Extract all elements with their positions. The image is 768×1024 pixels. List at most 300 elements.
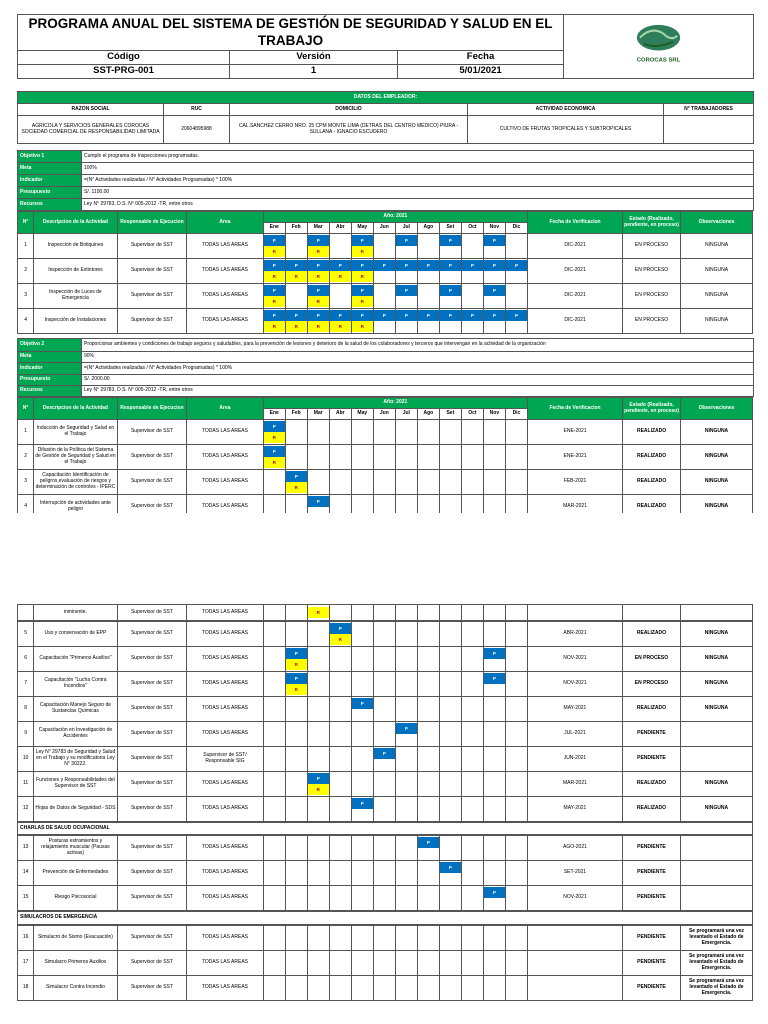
activity-description: Interrupción de actividades ante peligro [34,495,117,514]
month-cell [417,309,439,334]
month-cell [285,697,307,722]
planned-mark: P [286,471,307,482]
month-header: May [351,409,373,420]
month-cell [329,420,351,445]
month-cell [505,747,527,772]
month-cell [439,747,461,772]
activity-area: Supervisor de SST/ Responsable SIG [187,747,264,772]
codigo-label: Código [18,51,230,65]
month-cell [373,886,395,911]
planned-mark: P [506,310,527,321]
month-cell [351,470,373,495]
observation-value: NINGUNA [681,445,753,470]
month-cell [373,647,395,672]
domicilio-value: CAL.SANCHEZ CERRO NRO. 25 CPM MONTE LIMA (DETRAS DEL CENTRO MÉDICO) PIURA - SULLANA - IGNACIO ESCUDERO [230,116,468,144]
month-cell [461,622,483,647]
row-number: 5 [18,622,34,647]
activity-row [18,976,753,1001]
month-cell [505,697,527,722]
activity-row [18,926,753,951]
month-cell [373,747,395,772]
month-cell [263,420,285,445]
planned-mark: P [264,260,285,271]
activity-description: Inducción de Seguridad y Salud en el Trabajo [34,420,117,445]
planned-mark: P [440,862,461,873]
month-cell [351,772,373,797]
month-cell [263,605,285,621]
page-title: PROGRAMA ANUAL DEL SISTEMA DE GESTIÓN DE SEGURIDAD Y SALUD EN EL TRABAJO [18,15,564,51]
activity-responsible: Supervisor de SST [117,697,187,722]
planned-mark: P [462,260,483,271]
month-cell [505,836,527,861]
month-cell [439,259,461,284]
month-cell [307,722,329,747]
status-value: PENDIENTE [622,861,680,886]
col-estado-header: Estado (Realizado, pendiente, en proceso) [623,212,681,234]
activity-description: Posturas estramientos y relajamiento muscular (Pausas activas) [34,836,117,861]
month-cell [395,605,417,621]
activity-area: TODAS LAS AREAS [187,420,264,445]
month-cell [395,445,417,470]
objective-2-table [17,338,754,397]
header-table [17,14,754,79]
month-cell [417,836,439,861]
month-cell [461,284,483,309]
month-cell [461,309,483,334]
month-cell [329,622,351,647]
month-cell [307,797,329,822]
month-cell [461,797,483,822]
month-cell [373,722,395,747]
month-cell [351,259,373,284]
activity-responsible: Supervisor de SST [117,259,187,284]
month-cell [329,772,351,797]
month-cell [263,495,285,514]
status-value: REALIZADO [622,697,680,722]
planned-mark: P [308,773,329,784]
obj1-meta-label: Meta [18,163,82,175]
month-cell [285,605,307,621]
row-number: 3 [18,284,34,309]
planned-mark: P [484,648,505,659]
month-cell [395,495,417,514]
month-cell [263,470,285,495]
month-cell [505,647,527,672]
month-cell [483,926,505,951]
month-cell [263,647,285,672]
realized-mark: R [264,321,285,332]
month-cell [395,836,417,861]
month-cell [395,470,417,495]
row-number: 10 [18,747,34,772]
month-cell [439,772,461,797]
month-cell [373,495,395,514]
activity-responsible: Supervisor de SST [117,495,187,514]
activity-responsible: Supervisor de SST [117,951,187,976]
planned-mark: P [506,260,527,271]
planned-mark: P [286,310,307,321]
activity-row [18,470,753,495]
month-cell [285,234,307,259]
month-cell [505,926,527,951]
year-header: Año: 2021 [263,398,527,409]
month-cell [439,647,461,672]
activity-area: TODAS LAS AREAS [187,284,264,309]
month-header: Ene [263,409,285,420]
month-cell [373,797,395,822]
status-value: PENDIENTE [622,926,680,951]
actividad-header: ACTIVIDAD ECONOMICA [468,104,664,116]
month-cell [417,697,439,722]
month-cell [439,797,461,822]
month-header: Nov [483,409,505,420]
observation-value: NINGUNA [681,284,753,309]
month-cell [483,722,505,747]
month-cell [263,747,285,772]
activity-responsible: Supervisor de SST [117,836,187,861]
month-cell [351,672,373,697]
month-cell [505,622,527,647]
month-cell [373,605,395,621]
month-cell [351,622,373,647]
month-cell [461,772,483,797]
month-cell [373,420,395,445]
month-cell [351,647,373,672]
month-header: Ago [417,223,439,234]
month-cell [395,951,417,976]
month-cell [439,445,461,470]
charlas-table [17,835,753,911]
month-cell [395,284,417,309]
month-cell [395,772,417,797]
verification-date [527,926,622,951]
month-cell [263,259,285,284]
month-cell [351,697,373,722]
observation-value: NINGUNA [680,697,752,722]
planned-mark: P [330,310,351,321]
month-header: Jun [373,223,395,234]
month-cell [263,886,285,911]
month-cell [439,622,461,647]
activity-description: Uso y conservación de EPP [34,622,117,647]
month-cell [351,234,373,259]
realized-mark: R [308,246,329,257]
col-desc-header: Descripcion de la Actividad [34,212,117,234]
observation-value: NINGUNA [680,672,752,697]
month-cell [417,861,439,886]
month-cell [461,722,483,747]
row-number: 7 [18,672,34,697]
month-cell [417,722,439,747]
activity-description: Inspección de Luces de Emergencia [34,284,117,309]
month-cell [417,797,439,822]
col-num-header: N° [18,398,34,420]
month-cell [461,672,483,697]
month-cell [505,234,527,259]
month-cell [329,926,351,951]
month-cell [461,445,483,470]
month-cell [285,672,307,697]
month-cell [439,495,461,514]
month-cell [417,672,439,697]
version-value: 1 [230,65,398,79]
month-cell [263,861,285,886]
month-cell [285,836,307,861]
month-cell [483,309,505,334]
realized-mark: R [286,684,307,695]
col-verif-header: Fecha de Verificacion [528,398,623,420]
planned-mark: P [286,260,307,271]
month-header: May [351,223,373,234]
row-number: 17 [18,951,34,976]
col-area-header: Area [187,212,264,234]
activity-area: TODAS LAS AREAS [187,495,264,514]
month-cell [439,926,461,951]
month-cell [351,886,373,911]
month-cell [417,772,439,797]
month-cell [307,886,329,911]
month-cell [307,747,329,772]
month-cell [351,976,373,1001]
month-header: Mar [307,409,329,420]
planned-mark: P [440,235,461,246]
month-cell [483,622,505,647]
month-cell [329,722,351,747]
month-cell [461,259,483,284]
month-cell [461,951,483,976]
planned-mark: P [484,260,505,271]
actividad-value: CULTIVO DE FRUTAS TROPICALES Y SUBTROPICALES [468,116,664,144]
verification-date: AGO-2021 [527,836,622,861]
corocas-logo-icon [565,16,752,75]
status-value: PENDIENTE [622,747,680,772]
month-cell [395,747,417,772]
month-cell [439,234,461,259]
planned-mark: P [396,723,417,734]
month-cell [285,976,307,1001]
status-value: PENDIENTE [622,722,680,747]
month-cell [351,420,373,445]
activity-responsible: Supervisor de SST [117,926,187,951]
planned-mark: P [308,285,329,296]
activity-description: Inspección de Instalaciones [34,309,117,334]
activity-responsible: Supervisor de SST [117,470,187,495]
observation-value [680,722,752,747]
planned-mark: P [396,235,417,246]
month-cell [285,495,307,514]
month-cell [417,470,439,495]
month-cell [439,470,461,495]
month-cell [285,722,307,747]
month-cell [285,797,307,822]
activity-area: TODAS LAS AREAS [187,976,264,1001]
month-cell [263,445,285,470]
month-cell [285,951,307,976]
month-cell [395,234,417,259]
month-cell [505,976,527,1001]
obj1-meta: 100% [82,163,754,175]
month-cell [483,697,505,722]
continuation-description: inminente. [34,605,117,621]
obj1-indicador: =(N° Actividades realizadas / N° Actividades Programadas) * 100% [82,175,754,187]
month-cell [351,861,373,886]
planned-mark: P [286,673,307,684]
verification-date: ENE-2021 [528,420,623,445]
planned-mark: P [484,310,505,321]
month-cell [483,772,505,797]
planned-mark: P [418,837,439,848]
activity-responsible: Supervisor de SST [117,647,187,672]
month-cell [307,976,329,1001]
realized-mark: R [352,321,373,332]
realized-mark: R [286,482,307,493]
month-cell [285,420,307,445]
month-header: Ago [417,409,439,420]
realized-mark: R [286,659,307,670]
activity-row [18,672,753,697]
status-value: REALIZADO [623,420,681,445]
planned-mark: P [396,310,417,321]
year-header: Año: 2021 [263,212,527,223]
activity-row [18,259,753,284]
month-cell [373,976,395,1001]
month-cell [285,470,307,495]
month-cell [307,605,329,621]
month-cell [505,445,527,470]
activity-area: TODAS LAS AREAS [187,722,264,747]
activity-row [18,445,753,470]
observation-value [680,836,752,861]
month-cell [439,309,461,334]
status-value: REALIZADO [622,622,680,647]
obj1-label: Objetivo 1 [18,151,82,163]
row-number: 4 [18,495,34,514]
verification-date: ENE-2021 [528,445,623,470]
domicilio-header: DOMICILIO [230,104,468,116]
activity-area: TODAS LAS AREAS [187,622,264,647]
objective-1-table [17,150,754,211]
planned-mark: P [374,260,395,271]
obj2-presupuesto-label: Presupuesto [18,375,82,386]
month-cell [439,605,461,621]
month-cell [483,495,505,514]
month-cell [373,284,395,309]
planned-mark: P [352,285,373,296]
month-cell [373,672,395,697]
activity-area: TODAS LAS AREAS [187,647,264,672]
row-number: 11 [18,772,34,797]
month-cell [439,722,461,747]
month-cell [307,284,329,309]
page-2 [17,604,753,1001]
month-cell [329,605,351,621]
ruc-value: 20604895988 [164,116,230,144]
realized-mark: R [286,271,307,282]
month-cell [351,951,373,976]
month-cell [395,622,417,647]
month-cell [483,234,505,259]
month-cell [417,976,439,1001]
realized-mark: R [308,607,329,618]
month-header: Dic [505,223,527,234]
verification-date: MAY-2021 [527,697,622,722]
realized-mark: R [308,321,329,332]
activity-area: TODAS LAS AREAS [187,259,264,284]
activity-responsible: Supervisor de SST [117,772,187,797]
month-cell [329,647,351,672]
col-resp-header: Responsable de Ejecucion [117,398,187,420]
row-number: 16 [18,926,34,951]
month-cell [263,836,285,861]
month-cell [395,797,417,822]
month-header: Jun [373,409,395,420]
obj2-meta: 90% [82,352,754,363]
activity-description: Riesgo Psicosocial [34,886,117,911]
obj2-label: Objetivo 2 [18,339,82,352]
month-cell [285,886,307,911]
month-cell [329,747,351,772]
observation-value: NINGUNA [681,259,753,284]
month-cell [417,647,439,672]
month-cell [373,470,395,495]
month-cell [461,861,483,886]
month-cell [417,605,439,621]
activity-row [18,234,753,259]
planned-mark: P [352,698,373,709]
month-cell [505,797,527,822]
row-number: 13 [18,836,34,861]
version-label: Versión [230,51,398,65]
month-cell [439,284,461,309]
month-cell [263,622,285,647]
activity-responsible: Supervisor de SST [117,284,187,309]
status-value: PENDIENTE [622,951,680,976]
month-cell [351,747,373,772]
month-cell [307,672,329,697]
month-cell [285,861,307,886]
month-header: Abr [329,223,351,234]
status-value: PENDIENTE [622,836,680,861]
company-logo [564,15,754,79]
activity-responsible: Supervisor de SST [117,234,187,259]
month-cell [461,836,483,861]
month-header: Nov [483,223,505,234]
activity-description: Simulacro Contra Incendio [34,976,117,1001]
obj2-indicador: =(N° Actividades realizadas / N° Actividades Programadas) * 100% [82,363,754,375]
month-cell [285,309,307,334]
status-value: REALIZADO [623,445,681,470]
month-cell [417,622,439,647]
planned-mark: P [286,648,307,659]
month-cell [263,697,285,722]
planned-mark: P [308,310,329,321]
razon-value: AGRICOLA Y SERVICIOS GENERALES COROCAS SOCIEDAD COMERCIAL DE RESPONSABILIDAD LIMITADA [18,116,164,144]
planned-mark: P [484,887,505,898]
activity-responsible: Supervisor de SST [117,886,187,911]
row-number: 14 [18,861,34,886]
month-cell [395,647,417,672]
month-cell [483,747,505,772]
month-cell [461,747,483,772]
month-cell [263,976,285,1001]
month-cell [263,309,285,334]
realized-mark: R [352,246,373,257]
month-header: Set [439,223,461,234]
status-value: EN PROCESO [623,234,681,259]
month-cell [285,747,307,772]
month-cell [307,259,329,284]
month-cell [285,772,307,797]
